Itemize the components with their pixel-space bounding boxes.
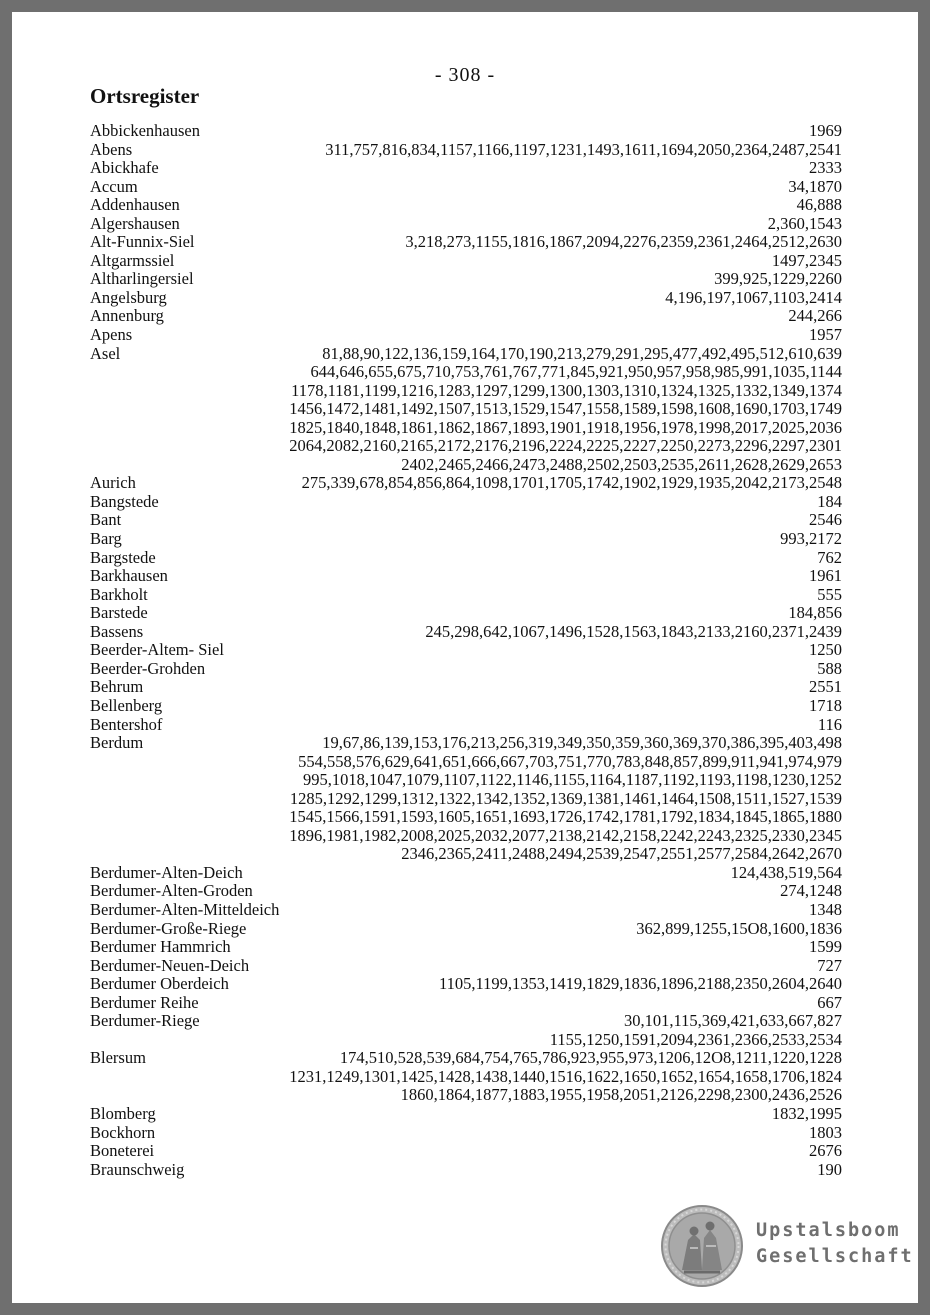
reference-line: 1250 xyxy=(809,640,842,660)
page-references xyxy=(90,1161,842,1180)
page-references xyxy=(90,141,842,160)
page-references xyxy=(90,549,842,568)
register-entry xyxy=(90,493,842,512)
reference-line: 362,899,1255,15O8,1600,1836 xyxy=(636,918,842,938)
register-entry xyxy=(90,549,842,568)
reference-line: 30,101,115,369,421,633,667,827 xyxy=(623,1011,842,1031)
page-references xyxy=(90,270,842,289)
reference-line: 190 xyxy=(817,1159,842,1179)
register-entry xyxy=(90,994,842,1013)
place-name: Behrum xyxy=(90,677,144,697)
page-references xyxy=(90,511,842,530)
page-references xyxy=(90,678,842,697)
reference-line: 3,218,273,1155,1816,1867,2094,2276,2359,2361,2464,2512,2630 xyxy=(405,232,842,252)
reference-line: 244,266 xyxy=(788,306,842,326)
reference-line: 667 xyxy=(817,992,842,1012)
register-entry xyxy=(90,141,842,160)
place-name: Berdumer-Große-Riege xyxy=(90,918,247,938)
place-name: Barg xyxy=(90,529,122,549)
reference-line: 275,339,678,854,856,864,1098,1701,1705,1742,1902,1929,1935,2042,2173,2548 xyxy=(301,473,842,493)
place-name: Accum xyxy=(90,176,138,196)
page-references xyxy=(90,326,842,345)
register-entry xyxy=(90,957,842,976)
register-entry xyxy=(90,975,842,994)
place-name: Bangstede xyxy=(90,491,159,511)
place-name: Barkholt xyxy=(90,584,148,604)
register-entry xyxy=(90,1105,842,1124)
place-name: Beerder-Altem- Siel xyxy=(90,640,224,660)
society-logo xyxy=(660,1204,930,1304)
register-entry xyxy=(90,901,842,920)
register-entry xyxy=(90,1124,842,1143)
reference-line: 554,558,576,629,641,651,666,667,703,751,770,783,848,857,899,911,941,974,979 xyxy=(298,751,842,771)
place-name: Bassens xyxy=(90,621,144,641)
page-references xyxy=(90,697,842,716)
reference-line: 1803 xyxy=(809,1122,842,1142)
place-name: Asel xyxy=(90,343,121,363)
place-name: Algershausen xyxy=(90,213,180,233)
reference-line: 124,438,519,564 xyxy=(730,862,842,882)
register-entry xyxy=(90,307,842,326)
page-references xyxy=(90,623,842,642)
place-name: Berdumer Hammrich xyxy=(90,937,231,957)
page-references xyxy=(90,474,842,493)
place-name: Beerder-Grohden xyxy=(90,658,206,678)
place-name: Annenburg xyxy=(90,306,164,326)
register-entry xyxy=(90,474,842,493)
reference-line: 1969 xyxy=(809,121,842,140)
place-name: Abickhafe xyxy=(90,158,159,178)
reference-line: 1599 xyxy=(809,937,842,957)
place-name: Barstede xyxy=(90,603,148,623)
place-name: Addenhausen xyxy=(90,195,180,215)
register-entry xyxy=(90,178,842,197)
reference-line: 1860,1864,1877,1883,1955,1958,2051,2126,2298,2300,2436,2526 xyxy=(400,1085,842,1105)
reference-line: 644,646,655,675,710,753,761,767,771,845,921,950,957,958,985,991,1035,1144 xyxy=(310,362,842,382)
page-references xyxy=(90,716,842,735)
register-entry xyxy=(90,215,842,234)
reference-line: 245,298,642,1067,1496,1528,1563,1843,2133,2160,2371,2439 xyxy=(425,621,842,641)
reference-line: 311,757,816,834,1157,1166,1197,1231,1493,1611,1694,2050,2364,2487,2541 xyxy=(325,139,842,159)
reference-line: 993,2172 xyxy=(780,529,842,549)
place-name: Bargstede xyxy=(90,547,156,567)
page-references xyxy=(90,1012,842,1049)
register-entry xyxy=(90,326,842,345)
page-references xyxy=(90,252,842,271)
place-name: Bellenberg xyxy=(90,695,163,715)
reference-line: 2346,2365,2411,2488,2494,2539,2547,2551,2577,2584,2642,2670 xyxy=(401,844,842,864)
place-name: Berdumer-Alten-Groden xyxy=(90,881,253,901)
register-entry xyxy=(90,289,842,308)
register-entry xyxy=(90,641,842,660)
register-entry xyxy=(90,252,842,271)
register-entry xyxy=(90,697,842,716)
page-references xyxy=(90,233,842,252)
reference-line: 1105,1199,1353,1419,1829,1836,1896,2188,2350,2604,2640 xyxy=(438,974,842,994)
register-entry xyxy=(90,734,842,864)
place-name: Berdumer-Neuen-Deich xyxy=(90,955,250,975)
page-references xyxy=(90,345,842,475)
place-name: Berdum xyxy=(90,733,144,753)
reference-line: 2546 xyxy=(809,510,842,530)
register-entry xyxy=(90,716,842,735)
register-entry xyxy=(90,511,842,530)
reference-line: 995,1018,1047,1079,1107,1122,1146,1155,1164,1187,1192,1193,1198,1230,1252 xyxy=(303,770,842,790)
place-register xyxy=(90,122,842,1179)
page-references xyxy=(90,530,842,549)
place-name: Alt-Funnix-Siel xyxy=(90,232,195,252)
reference-line: 2,360,1543 xyxy=(767,213,842,233)
place-name: Abbickenhausen xyxy=(90,121,200,140)
page-references xyxy=(90,289,842,308)
reference-line: 399,925,1229,2260 xyxy=(714,269,842,289)
register-entry xyxy=(90,1161,842,1180)
page-number: - 308 - xyxy=(434,64,496,86)
page-references xyxy=(90,734,842,864)
register-entry xyxy=(90,920,842,939)
register-entry xyxy=(90,938,842,957)
reference-line: 727 xyxy=(817,955,842,975)
place-name: Apens xyxy=(90,325,133,345)
reference-line: 1545,1566,1591,1593,1605,1651,1693,1726,1742,1781,1792,1834,1845,1865,1880 xyxy=(289,807,842,827)
register-entry xyxy=(90,233,842,252)
page-references xyxy=(90,196,842,215)
place-name: Aurich xyxy=(90,473,136,493)
reference-line: 184 xyxy=(817,491,842,511)
reference-line: 4,196,197,1067,1103,2414 xyxy=(665,287,842,307)
reference-line: 184,856 xyxy=(788,603,842,623)
reference-line: 1718 xyxy=(809,695,842,715)
register-entry xyxy=(90,196,842,215)
page-references xyxy=(90,567,842,586)
reference-line: 2402,2465,2466,2473,2488,2502,2503,2535,2611,2628,2629,2653 xyxy=(401,454,842,474)
reference-line: 81,88,90,122,136,159,164,170,190,213,279,291,295,477,492,495,512,610,639 xyxy=(322,343,842,363)
reference-line: 1957 xyxy=(809,325,842,345)
reference-line: 1231,1249,1301,1425,1428,1438,1440,1516,1622,1650,1652,1654,1658,1706,1824 xyxy=(289,1066,842,1086)
page-references xyxy=(90,994,842,1013)
reference-line: 555 xyxy=(817,584,842,604)
place-name: Blomberg xyxy=(90,1103,156,1123)
register-entry xyxy=(90,159,842,178)
reference-line: 1155,1250,1591,2094,2361,2366,2533,2534 xyxy=(549,1029,842,1049)
society-name-line2: Gesellschaft xyxy=(756,1246,914,1267)
page-references xyxy=(90,493,842,512)
page-references xyxy=(90,1124,842,1143)
page-title: Ortsregister xyxy=(90,84,200,108)
place-name: Altgarmssiel xyxy=(90,250,175,270)
reference-line: 1348 xyxy=(809,899,842,919)
register-entry xyxy=(90,345,842,475)
reference-line: 588 xyxy=(817,658,842,678)
place-name: Berdumer Oberdeich xyxy=(90,974,229,994)
place-name: Blersum xyxy=(90,1048,146,1068)
reference-line: 1825,1840,1848,1861,1862,1867,1893,1901,1918,1956,1978,1998,2017,2025,2036 xyxy=(289,417,842,437)
reference-line: 2551 xyxy=(809,677,842,697)
reference-line: 46,888 xyxy=(796,195,842,215)
society-name xyxy=(756,1218,914,1270)
register-entry xyxy=(90,882,842,901)
page-references xyxy=(90,159,842,178)
place-name: Angelsburg xyxy=(90,287,167,307)
place-name: Braunschweig xyxy=(90,1159,185,1179)
reference-line: 34,1870 xyxy=(788,176,842,196)
page-references xyxy=(90,1049,842,1105)
reference-line: 1832,1995 xyxy=(771,1103,842,1123)
page-references xyxy=(90,215,842,234)
reference-line: 1285,1292,1299,1312,1322,1342,1352,1369,1381,1461,1464,1508,1511,1527,1539 xyxy=(289,788,842,808)
reference-line: 2064,2082,2160,2165,2172,2176,2196,2224,2225,2227,2250,2273,2296,2297,2301 xyxy=(289,436,842,456)
place-name: Berdumer-Alten-Mitteldeich xyxy=(90,899,280,919)
place-name: Altharlingersiel xyxy=(90,269,194,289)
reference-line: 762 xyxy=(817,547,842,567)
reference-line: 1497,2345 xyxy=(771,250,842,270)
reference-line: 1896,1981,1982,2008,2025,2032,2077,2138,2142,2158,2242,2243,2325,2330,2345 xyxy=(289,825,842,845)
place-name: Berdumer Reihe xyxy=(90,992,199,1012)
page-references xyxy=(90,586,842,605)
reference-line: 1178,1181,1199,1216,1283,1297,1299,1300,1303,1310,1324,1325,1332,1349,1374 xyxy=(291,380,842,400)
reference-line: 19,67,86,139,153,176,213,256,319,349,350,359,360,369,370,386,395,403,498 xyxy=(322,733,842,753)
reference-line: 174,510,528,539,684,754,765,786,923,955,973,1206,12O8,1211,1220,1228 xyxy=(339,1048,842,1068)
register-entry xyxy=(90,567,842,586)
place-name: Berdumer-Riege xyxy=(90,1011,200,1031)
society-name-line1: Upstalsboom xyxy=(756,1220,901,1241)
page-references xyxy=(90,307,842,326)
register-entry xyxy=(90,1049,842,1105)
register-entry xyxy=(90,122,842,141)
place-name: Abens xyxy=(90,139,133,159)
reference-line: 2333 xyxy=(809,158,842,178)
place-name: Bentershof xyxy=(90,714,163,734)
page-references xyxy=(90,604,842,623)
place-name: Berdumer-Alten-Deich xyxy=(90,862,243,882)
place-name: Barkhausen xyxy=(90,566,168,586)
register-entry xyxy=(90,660,842,679)
register-entry xyxy=(90,530,842,549)
reference-line: 274,1248 xyxy=(780,881,842,901)
register-entry xyxy=(90,604,842,623)
place-name: Bant xyxy=(90,510,122,530)
page-references xyxy=(90,1142,842,1161)
register-entry xyxy=(90,864,842,883)
place-name: Bockhorn xyxy=(90,1122,156,1142)
register-entry xyxy=(90,678,842,697)
register-entry xyxy=(90,1012,842,1049)
place-name: Boneterei xyxy=(90,1141,155,1161)
seal-icon xyxy=(660,1204,744,1288)
reference-line: 1456,1472,1481,1492,1507,1513,1529,1547,1558,1589,1598,1608,1690,1703,1749 xyxy=(289,399,842,419)
register-entry xyxy=(90,270,842,289)
register-entry xyxy=(90,586,842,605)
reference-line: 1961 xyxy=(809,566,842,586)
document-page xyxy=(12,12,918,1303)
page-references xyxy=(90,178,842,197)
reference-line: 2676 xyxy=(809,1141,842,1161)
register-entry xyxy=(90,1142,842,1161)
reference-line: 116 xyxy=(817,714,842,734)
page-references xyxy=(90,1105,842,1124)
register-entry xyxy=(90,623,842,642)
page-references xyxy=(90,122,842,141)
